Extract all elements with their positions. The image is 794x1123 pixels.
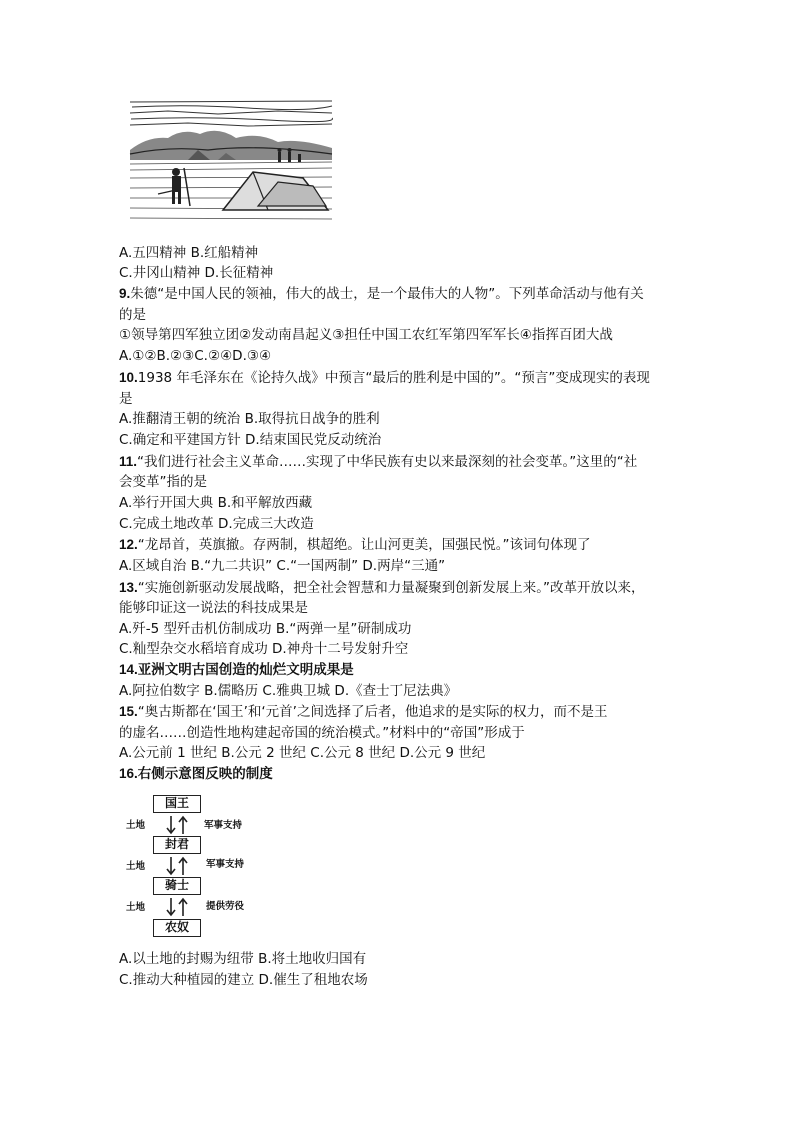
q13-options-ab: A.歼-5 型歼击机仿制成功 B.“两弹一星”研制成功 xyxy=(119,621,412,637)
q11-stem-text: “我们进行社会主义革命……实现了中华民族有史以来最深刻的社会变革。”这里的“社 xyxy=(137,454,638,470)
diagram-box-knight: 骑士 xyxy=(153,877,201,895)
q15-stem-line1 xyxy=(119,702,607,722)
diagram-left-label-2: 土地 xyxy=(126,861,146,872)
q13-stem-text: “实施创新驱动发展战略，把全社会智慧和力量凝聚到创新发展上来。”改革开放以来， xyxy=(137,580,645,596)
q10-options-ab: A.推翻清王朝的统治 B.取得抗日战争的胜利 xyxy=(119,411,380,427)
q14-stem-line1 xyxy=(119,660,354,680)
q13-stem-line1 xyxy=(119,578,645,598)
q10-options-cd: C.确定和平建国方针 D.结束国民党反动统治 xyxy=(119,432,382,448)
diagram-right-label-1: 军事支持 xyxy=(204,820,243,831)
q11-stem-line1 xyxy=(119,452,637,472)
q9-number: 9. xyxy=(119,286,131,301)
q16-stem-line1 xyxy=(119,764,273,784)
q12-number: 12. xyxy=(119,537,138,552)
q10-stem-line2: 是 xyxy=(119,391,133,407)
q15-options: A.公元前 1 世纪 B.公元 2 世纪 C.公元 8 世纪 D.公元 9 世纪 xyxy=(119,745,486,761)
q13-stem-line2: 能够印证这一说法的科技成果是 xyxy=(119,600,308,616)
q16-stem-text: 右侧示意图反映的制度 xyxy=(137,766,273,782)
q13-options-cd: C.籼型杂交水稻培育成功 D.神舟十二号发射升空 xyxy=(119,641,409,657)
q16-number: 16. xyxy=(119,766,138,781)
q9-stem-line2: 的是 xyxy=(119,307,146,323)
q9-stem-line1 xyxy=(119,284,644,304)
q15-number: 15. xyxy=(119,704,138,719)
q9-options: A.①②B.②③C.②④D.③④ xyxy=(119,348,272,364)
q14-options: A.阿拉伯数字 B.儒略历 C.雅典卫城 D.《查士丁尼法典》 xyxy=(119,683,458,699)
q10-number: 10. xyxy=(119,370,138,385)
diagram-right-label-2: 军事支持 xyxy=(206,859,245,870)
q12-options: A.区域自治 B.“九二共识” C.“一国两制” D.两岸“三通” xyxy=(119,558,446,574)
q8-options-cd: C.井冈山精神 D.长征精神 xyxy=(119,265,274,281)
arrow-pair-3-icon xyxy=(162,896,192,918)
q15-stem-line2: 的虚名……创造性地构建起帝国的统治模式。”材料中的“帝国”形成于 xyxy=(119,725,525,741)
q11-options-ab: A.举行开国大典 B.和平解放西藏 xyxy=(119,495,313,511)
tent-camp-sketch-icon xyxy=(128,98,334,226)
feudal-hierarchy-diagram xyxy=(126,793,256,938)
q14-number: 14. xyxy=(119,662,138,677)
q15-stem-text: “奥古斯都在‘国王’和‘元首’之间选择了后者，他追求的是实际的权力，而不是王 xyxy=(137,704,608,720)
q8-options-ab: A.五四精神 B.红船精神 xyxy=(119,245,259,261)
arrow-pair-2-icon xyxy=(162,855,192,877)
arrow-pair-1-icon xyxy=(162,814,192,836)
diagram-box-serf: 农奴 xyxy=(153,919,201,937)
q10-stem-text: 1938 年毛泽东在《论持久战》中预言“最后的胜利是中国的”。“预言”变成现实的表现 xyxy=(137,370,650,386)
diagram-left-label-1: 土地 xyxy=(126,820,146,831)
q12-stem-text: “龙昂首，英旗撤。存两制，棋超绝。让山河更美，国强民悦。”该词句体现了 xyxy=(137,537,591,553)
q10-stem-line1 xyxy=(119,368,650,388)
diagram-box-lord: 封君 xyxy=(153,836,201,854)
q9-items: ①领导第四军独立团②发动南昌起义③担任中国工农红军第四军军长④指挥百团大战 xyxy=(119,327,613,343)
diagram-box-king: 国王 xyxy=(153,795,201,813)
q16-options-cd: C.推动大种植园的建立 D.催生了租地农场 xyxy=(119,972,368,988)
q11-stem-line2: 会变革”指的是 xyxy=(119,474,207,490)
q11-number: 11. xyxy=(119,454,138,469)
q12-stem-line1 xyxy=(119,535,591,555)
q11-options-cd: C.完成土地改革 D.完成三大改造 xyxy=(119,516,314,532)
diagram-right-label-3: 提供劳役 xyxy=(206,901,245,912)
q16-options-ab: A.以土地的封赐为纽带 B.将土地收归国有 xyxy=(119,951,367,967)
q14-stem-text: 亚洲文明古国创造的灿烂文明成果是 xyxy=(137,662,354,678)
q13-number: 13. xyxy=(119,580,138,595)
diagram-left-label-3: 土地 xyxy=(126,902,146,913)
q9-stem-text: 朱德“是中国人民的领袖，伟大的战士，是一个最伟大的人物”。下列革命活动与他有关 xyxy=(130,286,644,302)
